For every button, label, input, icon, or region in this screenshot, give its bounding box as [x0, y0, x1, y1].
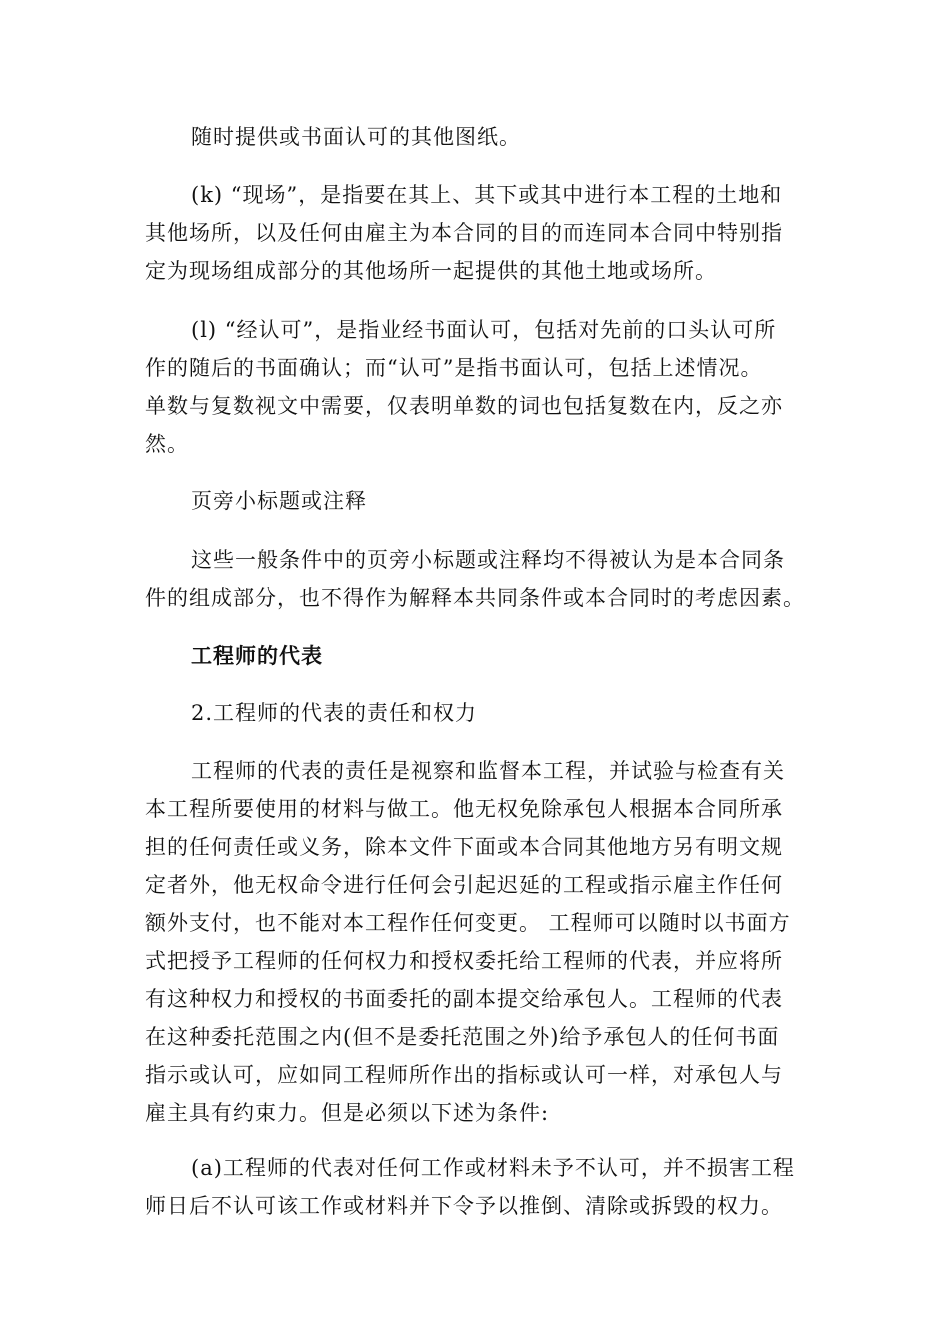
text-line: 这些一般条件中的页旁小标题或注释均不得被认为是本合同条: [191, 548, 785, 572]
text-line: 随时提供或书面认可的其他图纸。: [191, 125, 521, 149]
text-line: 在这种委托范围之内(但不是委托范围之外)给予承包人的任何书面: [145, 1025, 780, 1049]
text-line: 单数与复数视文中需要，仅表明单数的词也包括复数在内，反之亦: [145, 394, 783, 418]
text-line: 工程师的代表的责任是视察和监督本工程，并试验与检查有关: [191, 759, 785, 783]
text-line: 师日后不认可该工作或材料并下令予以推倒、清除或拆毁的权力。: [145, 1194, 783, 1218]
heading-marginal-notes: [145, 482, 805, 520]
paragraph-duties-and-powers: [145, 752, 805, 1132]
text-line: 工程师的代表: [191, 643, 323, 668]
clause-heading-duties-and-powers: [145, 694, 805, 732]
paragraph-drawings-continuation: [145, 118, 805, 156]
paragraph-condition-a: [145, 1149, 805, 1225]
text-line: 页旁小标题或注释: [191, 489, 367, 513]
paragraph-marginal-notes: [145, 541, 805, 617]
text-line: 定为现场组成部分的其他场所一起提供的其他土地或场所。: [145, 259, 717, 283]
text-line: 作的随后的书面确认；而“认可”是指书面认可，包括上述情况。: [145, 356, 763, 380]
text-line: (l) “经认可”，是指业经书面认可，包括对先前的口头认可所: [191, 318, 777, 342]
text-line: 额外支付，也不能对本工程作任何变更。 工程师可以随时以书面方: [145, 911, 791, 935]
text-line: 本工程所要使用的材料与做工。他无权免除承包人根据本合同所承: [145, 797, 783, 821]
text-line: 有这种权力和授权的书面委托的副本提交给承包人。工程师的代表: [145, 987, 783, 1011]
text-line: (k) “现场”，是指要在其上、其下或其中进行本工程的土地和: [191, 183, 783, 207]
text-line: 其他场所，以及任何由雇主为本合同的目的而连同本合同中特别指: [145, 221, 783, 245]
text-line: (a)工程师的代表对任何工作或材料未予不认可，并不损害工程: [191, 1156, 795, 1180]
paragraph-approved-definition: [145, 311, 805, 463]
text-line: 式把授予工程师的任何权力和授权委托给工程师的代表，并应将所: [145, 949, 783, 973]
text-line: 件的组成部分，也不得作为解释本共同条件或本合同时的考虑因素。: [145, 586, 805, 610]
paragraph-site-definition: [145, 176, 805, 290]
text-line: 2.工程师的代表的责任和权力: [191, 701, 478, 725]
section-heading-engineers-representative: [145, 637, 805, 675]
text-line: 担的任何责任或义务，除本文件下面或本合同其他地方另有明文规: [145, 835, 783, 859]
text-line: 然。: [145, 432, 189, 456]
text-line: 雇主具有约束力。但是必须以下述为条件:: [145, 1101, 550, 1125]
text-line: 指示或认可，应如同工程师所作出的指标或认可一样，对承包人与: [145, 1063, 783, 1087]
text-line: 定者外，他无权命令进行任何会引起迟延的工程或指示雇主作任何: [145, 873, 783, 897]
